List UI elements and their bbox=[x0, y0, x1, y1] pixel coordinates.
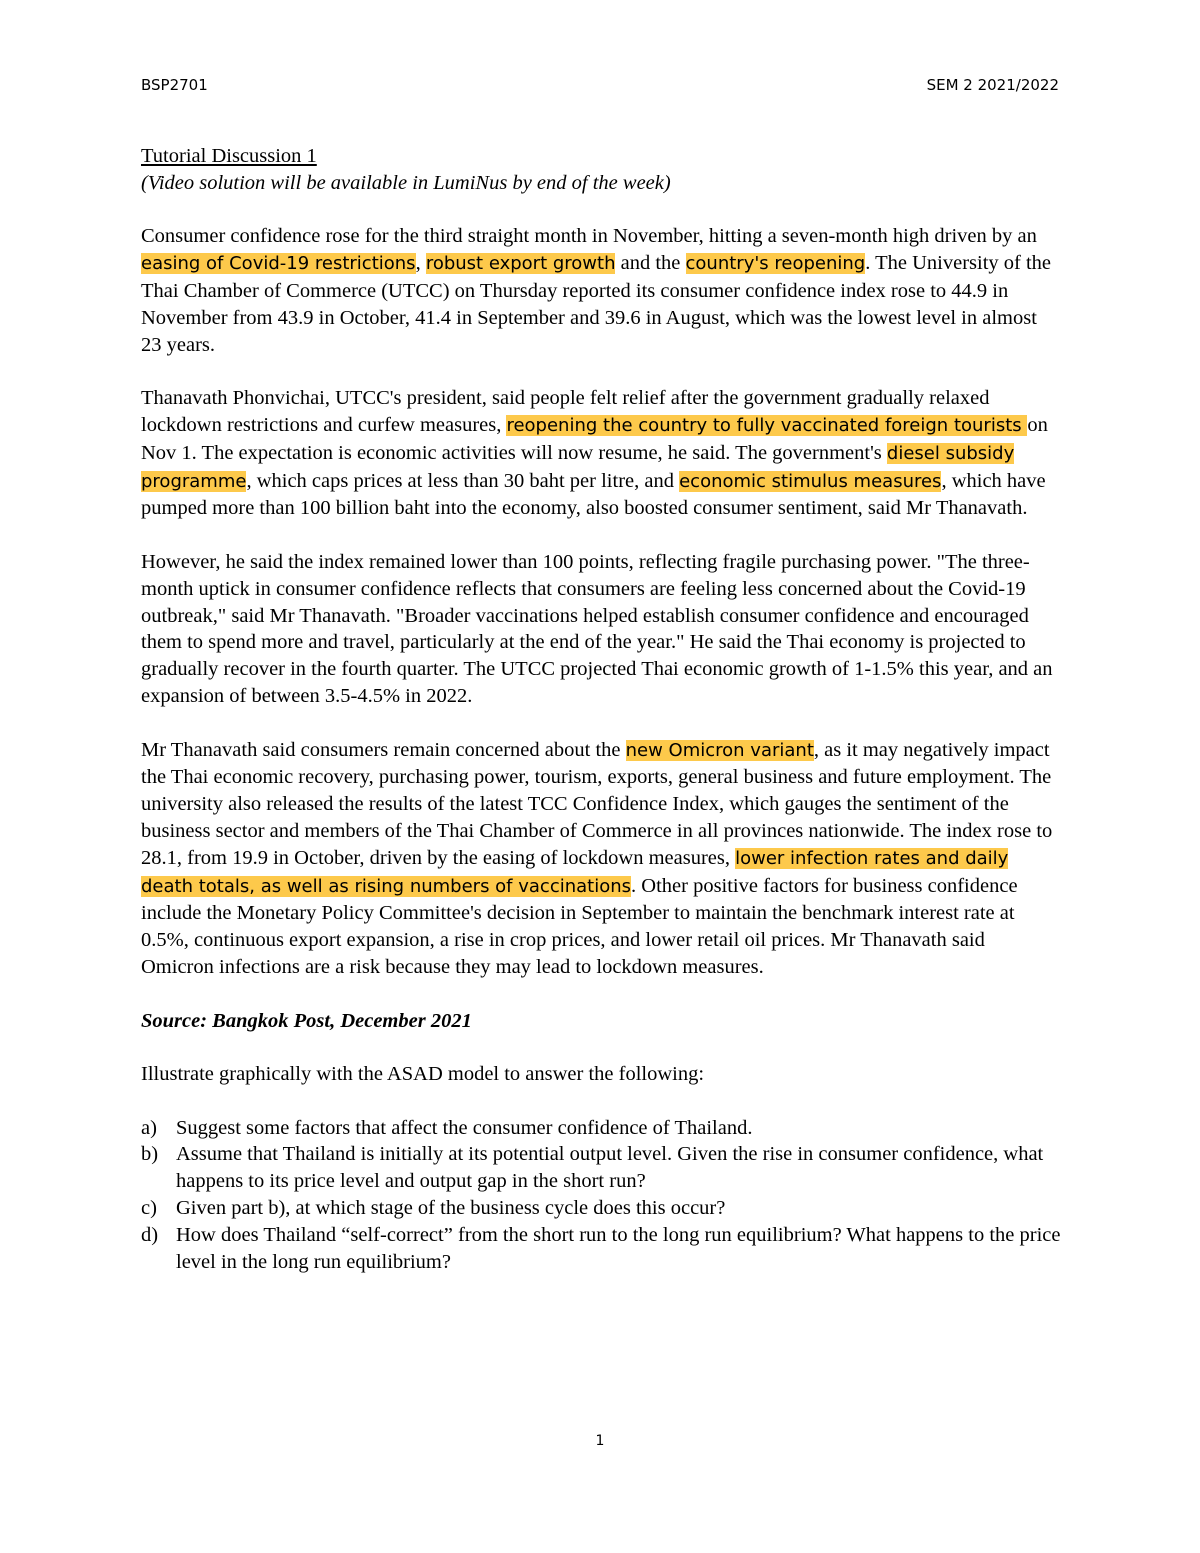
paragraph-text: , which have pumped more than 100 billion baht into the economy, also boosted consumer sentiment, said Mr Thanavath. bbox=[141, 469, 1046, 520]
paragraph-text: . The University of the Thai Chamber of Commerce (UTCC) on Thursday reported its consumer confidence index rose to 44.9 in November from 43.9 in October, 41.4 in September and 39.6 in August, which was the lowest level in almost 23 years. bbox=[141, 252, 1052, 356]
course-code: BSP2701 bbox=[141, 76, 208, 94]
question-label: d) bbox=[141, 1223, 159, 1246]
question-text: How does Thailand “self-correct” from the short run to the long run equilibrium? What happens to the price level in the long run equilibrium? bbox=[176, 1223, 1061, 1273]
page-title: Tutorial Discussion 1 bbox=[141, 145, 317, 167]
highlighted-text: new Omicron variant bbox=[625, 739, 814, 761]
page-subtitle: (Video solution will be available in LumiNus by end of the week) bbox=[141, 171, 671, 194]
page-number: 1 bbox=[595, 1433, 605, 1449]
question-item bbox=[141, 1222, 1061, 1276]
paragraph-text: and the bbox=[615, 252, 686, 275]
question-label: c) bbox=[141, 1197, 157, 1220]
highlighted-text: lower infection rates and daily death totals, as well as rising numbers of vaccinations bbox=[141, 847, 1009, 897]
paragraph-text: . Other positive factors for business confidence include the Monetary Policy Committee's decision in September to maintain the benchmark interest rate at 0.5%, continuous export expansion, a rise in crop prices, and lower retail oil prices. Mr Thanavath said Omicron infections are a risk because they may lead to lockdown measures. bbox=[141, 874, 1018, 978]
paragraph-2 bbox=[141, 385, 1061, 522]
highlighted-text: country's reopening bbox=[685, 253, 866, 275]
question-item bbox=[141, 1195, 1061, 1222]
question-label: a) bbox=[141, 1116, 157, 1139]
paragraph-3 bbox=[141, 549, 1061, 710]
question-item bbox=[141, 1115, 1061, 1142]
paragraph-text: Consumer confidence rose for the third straight month in November, hitting a seven-month high driven by an bbox=[141, 225, 1037, 248]
paragraph-text: , bbox=[415, 252, 426, 275]
question-text: Suggest some factors that affect the consumer confidence of Thailand. bbox=[176, 1116, 753, 1139]
highlighted-text: economic stimulus measures bbox=[679, 470, 942, 492]
paragraph-text: , which caps prices at less than 30 baht per litre, and bbox=[246, 469, 680, 492]
question-text: Assume that Thailand is initially at its potential output level. Given the rise in consumer confidence, what happens to its price level and output gap in the short run? bbox=[176, 1143, 1044, 1193]
instruction-text: Illustrate graphically with the ASAD model to answer the following: bbox=[141, 1063, 705, 1086]
question-label: b) bbox=[141, 1143, 159, 1166]
question-item bbox=[141, 1141, 1061, 1195]
highlighted-text: robust export growth bbox=[425, 253, 616, 275]
paragraph-text: Mr Thanavath said consumers remain concerned about the bbox=[141, 738, 626, 761]
semester-label: SEM 2 2021/2022 bbox=[926, 76, 1059, 94]
paragraph-text: However, he said the index remained lower than 100 points, reflecting fragile purchasing power. "The three-month uptick in consumer confidence reflects that consumers are feeling less concerned about the Covid-19 outbreak," said Mr Thanavath. "Broader vaccinations helped establish consumer confidence and encouraged them to spend more and travel, particularly at the end of the year." He said the Thai economy is projected to gradually recover in the fourth quarter. The UTCC projected Thai economic growth of 1-1.5% this year, and an expansion of between 3.5-4.5% in 2022. bbox=[141, 550, 1053, 707]
paragraph-text: on Nov 1. The expectation is economic activities will now resume, he said. The government's bbox=[141, 413, 1048, 464]
document-body bbox=[141, 143, 1061, 1275]
question-list bbox=[141, 1115, 1061, 1276]
question-text: Given part b), at which stage of the business cycle does this occur? bbox=[176, 1197, 726, 1220]
highlighted-text: easing of Covid-19 restrictions bbox=[141, 253, 416, 275]
paragraph-4 bbox=[141, 737, 1061, 981]
source-citation: Source: Bangkok Post, December 2021 bbox=[141, 1009, 472, 1032]
paragraph-text: Thanavath Phonvichai, UTCC's president, said people felt relief after the government gradually relaxed lockdown restrictions and curfew measures, bbox=[141, 387, 990, 436]
paragraph-1 bbox=[141, 223, 1061, 358]
highlighted-text: reopening the country to fully vaccinated foreign tourists bbox=[506, 414, 1028, 436]
paragraph-text: , as it may negatively impact the Thai economic recovery, purchasing power, tourism, exports, general business and future employment. The university also released the results of the latest TCC Confidence Index, which gauges the sentiment of the business sector and members of the Thai Chamber of Commerce in all provinces nationwide. The index rose to 28.1, from 19.9 in October, driven by the easing of lockdown measures, bbox=[141, 738, 1053, 869]
highlighted-text: diesel subsidy programme bbox=[141, 442, 1015, 492]
